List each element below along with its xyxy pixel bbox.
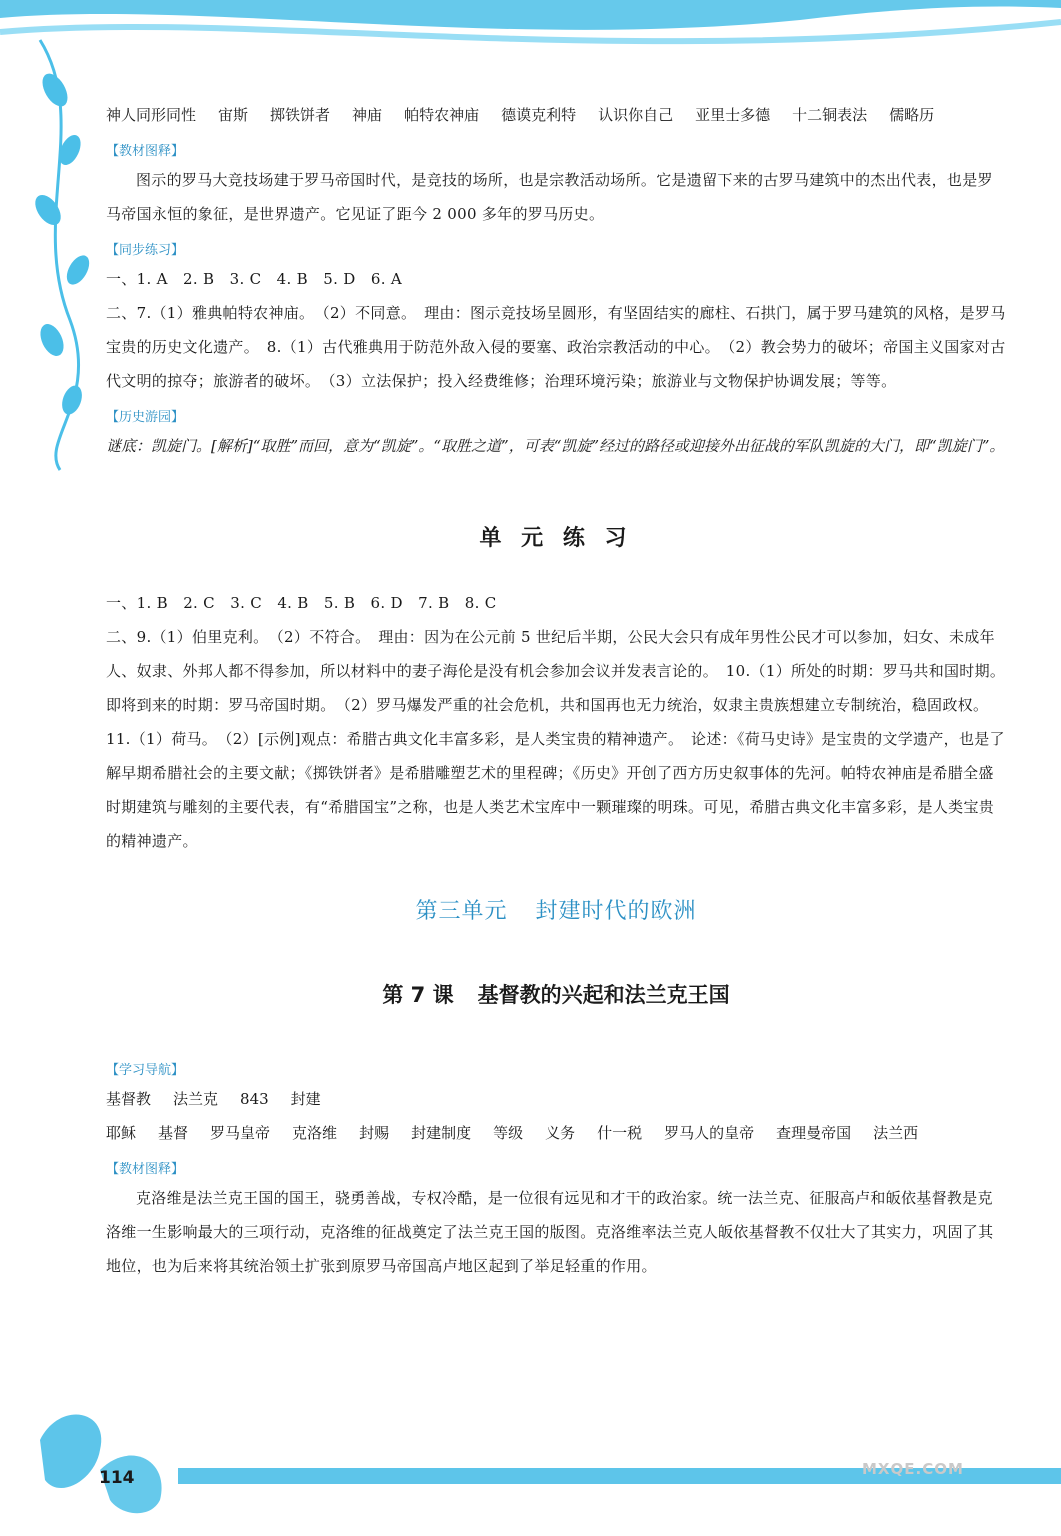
practice-answers-1: 一、1. A 2. B 3. C 4. B 5. D 6. A — [106, 270, 402, 288]
header-terms — [106, 98, 1006, 132]
term: 法兰西 — [873, 1124, 919, 1142]
term: 封赐 — [359, 1124, 390, 1142]
term: 查理曼帝国 — [776, 1124, 852, 1142]
unit-name: 封建时代的欧洲 — [535, 899, 697, 924]
term: 法兰克 — [173, 1090, 219, 1108]
term: 认识你自己 — [598, 106, 674, 124]
figure-text: 图示的罗马大竞技场建于罗马帝国时代，是竞技的场所，也是宗教活动场所。它是遗留下来的古罗马建筑中的杰出代表，也是罗马帝国永恒的象征，是世界遗产。它见证了距今 2 000 多年的罗马历史。 — [106, 171, 993, 223]
term: 克洛维 — [292, 1124, 338, 1142]
guide-tag: 【学习导航】 — [106, 1063, 185, 1078]
term: 什一税 — [597, 1124, 643, 1142]
figure-tag: 【教材图释】 — [106, 144, 185, 159]
term: 掷铁饼者 — [270, 106, 331, 124]
term: 神人同形同性 — [106, 106, 197, 124]
term: 耶稣 — [106, 1124, 137, 1142]
term: 十二铜表法 — [792, 106, 868, 124]
watermark: MXQE.COM — [862, 1460, 964, 1478]
term: 神庙 — [352, 106, 383, 124]
unit-answers-1: 一、1. B 2. C 3. C 4. B 5. B 6. D 7. B 8. C — [106, 594, 497, 612]
game-tag: 【历史游园】 — [106, 410, 185, 425]
term: 等级 — [493, 1124, 524, 1142]
term: 封建 — [290, 1090, 321, 1108]
unit-number: 第三单元 — [415, 899, 508, 924]
unit-answers-2: 二、9.（1）伯里克利。 （2）不符合。 理由：因为在公元前 5 世纪后半期，公民大会只有成年男性公民才可以参加，妇女、未成年人、奴隶、外邦人都不得参加，所以材料中的妻子海伦是没有机会参加会议并发表言论的。 10.（1）所处的时期：罗马共和国时期。 即将到来的时期：罗马帝国时期。 （2）罗马爆发严重的社会危机，共和国再也无力统治，奴隶主贵族想建立专制统治，稳固政权。 11.（1）荷马。 （2）[示例]观点：希腊古典文化丰富多彩，是人类宝贵的精神遗产。 论述：《荷马史诗》是宝贵的文学遗产，也是了解早期希腊社会的主要文献；《掷铁饼者》是希腊雕塑艺术的里程碑；《历史》开创了西方历史叙事体的先河。帕特农神庙是希腊全盛时期建筑与雕刻的主要代表，有“希腊国宝”之称，也是人类艺术宝库中一颗璀璨的明珠。可见，希腊古典文化丰富多彩，是人类宝贵的精神遗产。 — [106, 628, 1014, 850]
guide-terms-row-1 — [106, 1082, 1006, 1116]
term: 843 — [240, 1090, 269, 1108]
content — [106, 98, 1014, 1283]
term: 罗马皇帝 — [210, 1124, 271, 1142]
lesson-heading — [106, 979, 1006, 1009]
guide-terms-row-2 — [106, 1116, 1006, 1150]
term: 罗马人的皇帝 — [664, 1124, 755, 1142]
term: 帕特农神庙 — [404, 106, 480, 124]
term: 基督 — [158, 1124, 189, 1142]
term: 宙斯 — [218, 106, 249, 124]
term: 基督教 — [106, 1090, 152, 1108]
term: 儒略历 — [889, 106, 935, 124]
term: 义务 — [545, 1124, 576, 1142]
figure-text-2: 克洛维是法兰克王国的国王，骁勇善战，专权冷酷，是一位很有远见和才干的政治家。统一法兰克、征服高卢和皈依基督教是克洛维一生影响最大的三项行动，克洛维的征战奠定了法兰克王国的版图。克洛维率法兰克人皈依基督教不仅壮大了其实力，巩固了其地位，也为后来将其统治领土扩张到原罗马帝国高卢地区起到了举足轻重的作用。 — [106, 1189, 994, 1275]
term: 德谟克利特 — [501, 106, 577, 124]
lesson-number: 第 7 课 — [382, 983, 454, 1007]
unit-exercise-title: 单 元 练 习 — [479, 526, 633, 551]
practice-answers-2: 二、7.（1）雅典帕特农神庙。 （2）不同意。 理由：图示竞技场呈圆形，有坚固结实的廊柱、石拱门，属于罗马建筑的风格，是罗马宝贵的历史文化遗产。 8.（1）古代雅典用于防范外敌入侵的要塞、政治宗教活动的中心。 （2）教会势力的破坏；帝国主义国家对古代文明的掠夺；旅游者的破坏。 （3）立法保护；投入经费维修；治理环境污染；旅游业与文物保护协调发展；等等。 — [106, 304, 1006, 390]
unit-heading — [106, 894, 1006, 925]
term: 亚里士多德 — [695, 106, 771, 124]
riddle-answer: 谜底：凯旋门。[解析]“取胜”而回，意为“凯旋”。“取胜之道”，可表“凯旋”经过的路径或迎接外出征战的军队凯旋的大门，即“凯旋门”。 — [106, 437, 1005, 455]
figure-tag-2: 【教材图释】 — [106, 1162, 185, 1177]
lesson-name: 基督教的兴起和法兰克王国 — [477, 983, 730, 1007]
practice-tag: 【同步练习】 — [106, 243, 185, 258]
term: 封建制度 — [411, 1124, 472, 1142]
page-number: 114 — [99, 1468, 135, 1488]
